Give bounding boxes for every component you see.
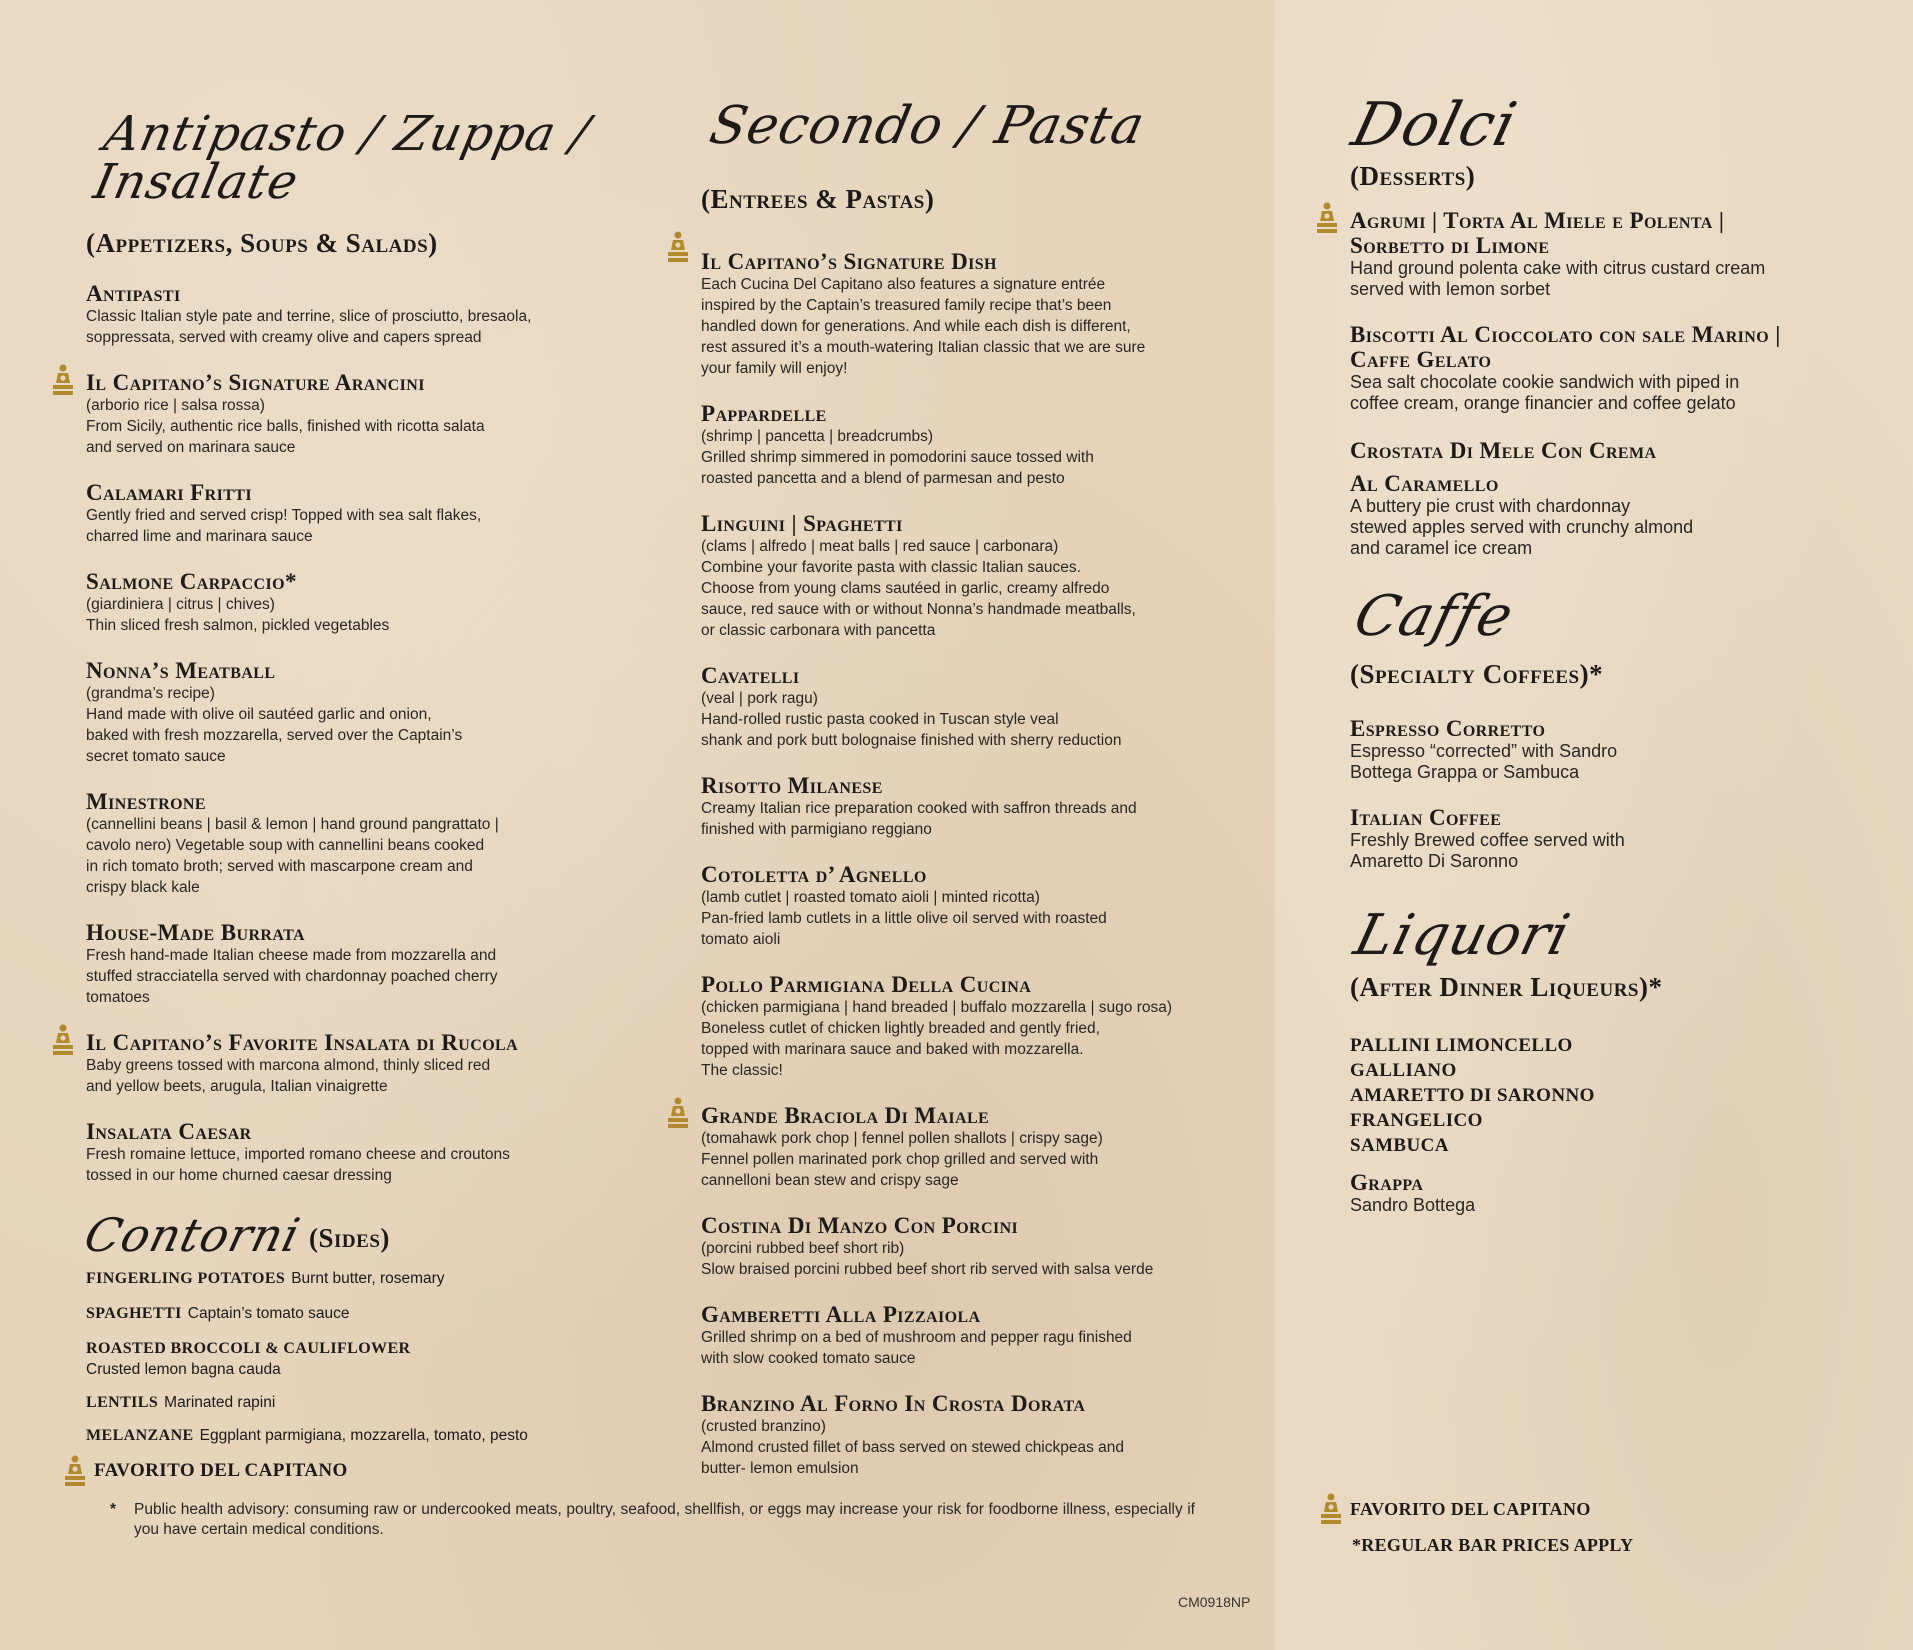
menu-item-pollo: [701, 972, 1241, 1081]
item-description: (shrimp | pancetta | breadcrumbs): [701, 428, 934, 445]
item-title: Cavatelli: [701, 663, 800, 688]
item-title: Espresso Corretto: [1350, 716, 1546, 741]
item-description: Creamy Italian rice preparation cooked with saffron threads and: [701, 800, 1137, 817]
dessert-item-biscotti: [1350, 322, 1850, 414]
item-title: Insalata Caesar: [86, 1119, 252, 1144]
menu-item-antipasti: [86, 281, 616, 348]
item-description: topped with marinara sauce and baked with mozzarella.: [701, 1041, 1084, 1058]
item-description: with slow cooked tomato sauce: [701, 1350, 916, 1367]
item-description: (veal | pork ragu): [701, 690, 818, 707]
item-title: Grappa: [1350, 1170, 1424, 1195]
item-description: rest assured it’s a mouth-watering Italian classic that we are sure: [701, 339, 1146, 356]
menu-item-rucola: [86, 1030, 616, 1097]
side-item: [86, 1392, 616, 1413]
item-description: or classic carbonara with pancetta: [701, 622, 936, 639]
favorite-legend-label: FAVORITO DEL CAPITANO: [1350, 1498, 1591, 1519]
item-description: Hand ground polenta cake with citrus custard cream: [1350, 258, 1766, 278]
item-description: Espresso “corrected” with Sandro: [1350, 741, 1618, 761]
item-description: Gently fried and served crisp! Topped with sea salt flakes,: [86, 507, 482, 524]
menu-item-cavatelli: [701, 663, 1241, 751]
liqueur-item: PALLINI LIMONCELLO: [1350, 1035, 1573, 1056]
liqueur-item-grappa: [1350, 1170, 1850, 1216]
liqueur-item: GALLIANO: [1350, 1060, 1457, 1081]
item-description: Combine your favorite pasta with classic Italian sauces.: [701, 559, 1081, 576]
side-item: [86, 1425, 616, 1446]
item-title: Pollo Parmigiana Della Cucina: [701, 972, 1032, 997]
item-title: Crostata Di Mele Con Crema: [1350, 438, 1657, 463]
item-description: (crusted branzino): [701, 1418, 826, 1435]
item-title: Risotto Milanese: [701, 773, 883, 798]
coffee-item-espresso: [1350, 716, 1850, 783]
side-name: MELANZANE: [86, 1427, 194, 1444]
side-description: Captain’s tomato sauce: [187, 1305, 350, 1322]
item-description: The classic!: [701, 1062, 783, 1079]
item-description: Each Cucina Del Capitano also features a signature entrée: [701, 276, 1106, 293]
advisory-text: Public health advisory: consuming raw or undercooked meats, poultry, seafood, shellfish, or eggs may increase your risk for foodborne illness, especially if you have certain medical conditions.: [134, 1501, 1195, 1538]
item-description: Fennel pollen marinated pork chop grilled and served with: [701, 1151, 1099, 1168]
item-description: (chicken parmigiana | hand breaded | buffalo mozzarella | sugo rosa): [701, 999, 1173, 1016]
item-description: your family will enjoy!: [701, 360, 848, 377]
crown-favorite-icon: [52, 364, 74, 396]
item-title: Pappardelle: [701, 401, 827, 426]
caffe-script-title: Caffe: [1348, 584, 1521, 649]
side-description: Eggplant parmigiana, mozzarella, tomato, pesto: [199, 1427, 528, 1444]
item-description: Grilled shrimp on a bed of mushroom and pepper ragu finished: [701, 1329, 1132, 1346]
item-description: stewed apples served with crunchy almond: [1350, 517, 1694, 537]
sides-heading: [79, 1208, 616, 1262]
item-title: Antipasti: [86, 281, 181, 306]
menu-item-meatball: [86, 658, 616, 767]
item-description: Grilled shrimp simmered in pomodorini sauce tossed with: [701, 449, 1094, 466]
menu-item-burrata: [86, 920, 616, 1008]
menu-item-linguini: [701, 511, 1241, 641]
item-description: charred lime and marinara sauce: [86, 528, 313, 545]
side-description: Marinated rapini: [164, 1394, 276, 1411]
menu-item-signature-dish: [701, 249, 1241, 379]
item-title: Grande Braciola Di Maiale: [701, 1103, 990, 1128]
desserts-subheading: (Desserts): [1350, 161, 1476, 191]
appetizers-subheading: (Appetizers, Soups & Salads): [86, 228, 438, 258]
item-title-continued: Caffe Gelato: [1350, 347, 1492, 372]
item-description: (tomahawk pork chop | fennel pollen shallots | crispy sage): [701, 1130, 1103, 1147]
item-description: Hand made with olive oil sautéed garlic and onion,: [86, 706, 432, 723]
item-description: Pan-fried lamb cutlets in a little olive oil served with roasted: [701, 910, 1107, 927]
health-advisory: [110, 1500, 1195, 1540]
item-description: Sea salt chocolate cookie sandwich with piped in: [1350, 372, 1740, 392]
liqueur-list: [1350, 1033, 1850, 1158]
menu-item-costina: [701, 1213, 1241, 1280]
item-description: and caramel ice cream: [1350, 538, 1533, 558]
item-description: crispy black kale: [86, 879, 200, 896]
liqueur-item: AMARETTO DI SARONNO: [1350, 1085, 1595, 1106]
advisory-asterisk: *: [110, 1501, 117, 1518]
item-title: House-Made Burrata: [86, 920, 305, 945]
favorite-legend: [64, 1455, 348, 1487]
item-title: Branzino Al Forno In Crosta Dorata: [701, 1391, 1086, 1416]
favorite-legend-right: [1320, 1493, 1633, 1556]
menu-item-arancini: [86, 370, 616, 458]
side-description: Crusted lemon bagna cauda: [86, 1361, 281, 1378]
item-description: coffee cream, orange financier and coffee gelato: [1350, 393, 1736, 413]
item-title: Gamberetti Alla Pizzaiola: [701, 1302, 981, 1327]
item-title: Il Capitano’s Signature Arancini: [86, 370, 425, 395]
item-description: soppressata, served with creamy olive and capers spread: [86, 329, 482, 346]
item-description: tomatoes: [86, 989, 150, 1006]
item-title: Cotoletta d’ Agnello: [701, 862, 927, 887]
item-description: Freshly Brewed coffee served with: [1350, 830, 1625, 850]
item-description: cavolo nero) Vegetable soup with cannellini beans cooked: [86, 837, 485, 854]
item-description: (cannellini beans | basil & lemon | hand ground pangrattato |: [86, 816, 499, 833]
item-description: butter- lemon emulsion: [701, 1460, 859, 1477]
crown-favorite-icon: [1320, 1493, 1342, 1525]
item-description: Fresh hand-made Italian cheese made from mozzarella and: [86, 947, 497, 964]
liquori-script-title: Liquori: [1348, 903, 1577, 968]
crown-favorite-icon: [64, 1455, 86, 1487]
item-description: Almond crusted fillet of bass served on stewed chickpeas and: [701, 1439, 1125, 1456]
side-item: [86, 1338, 616, 1380]
item-description: Slow braised porcini rubbed beef short rib served with salsa verde: [701, 1261, 1154, 1278]
item-title: Biscotti Al Cioccolato con sale Marino |: [1350, 322, 1781, 347]
menu-code: CM0918NP: [1178, 1594, 1251, 1610]
item-description: stuffed stracciatella served with chardonnay poached cherry: [86, 968, 498, 985]
item-description: tossed in our home churned caesar dressing: [86, 1167, 392, 1184]
item-description: finished with parmigiano reggiano: [701, 821, 932, 838]
contorni-script-title: Contorni: [79, 1208, 306, 1262]
item-description: A buttery pie crust with chardonnay: [1350, 496, 1631, 516]
bar-prices-note: *REGULAR BAR PRICES APPLY: [1352, 1535, 1634, 1555]
crown-favorite-icon: [1316, 202, 1338, 234]
menu-item-branzino: [701, 1391, 1241, 1479]
menu-item-caesar: [86, 1119, 616, 1186]
item-description: Hand-rolled rustic pasta cooked in Tuscan style veal: [701, 711, 1059, 728]
item-description: inspired by the Captain’s treasured family recipe that’s been: [701, 297, 1112, 314]
item-description: Fresh romaine lettuce, imported romano cheese and croutons: [86, 1146, 510, 1163]
favorite-legend-label: FAVORITO DEL CAPITANO: [94, 1460, 348, 1481]
item-title: Calamari Fritti: [86, 480, 252, 505]
item-description: From Sicily, authentic rice balls, finished with ricotta salata: [86, 418, 485, 435]
item-title: Costina Di Manzo Con Porcini: [701, 1213, 1019, 1238]
item-description: (arborio rice | salsa rossa): [86, 397, 265, 414]
side-item: [86, 1303, 616, 1324]
item-description: Sandro Bottega: [1350, 1195, 1476, 1215]
item-description: shank and pork butt bolognaise finished with sherry reduction: [701, 732, 1122, 749]
item-title-continued: Al Caramello: [1350, 471, 1499, 496]
item-description: Baby greens tossed with marcona almond, thinly sliced red: [86, 1057, 491, 1074]
crown-favorite-icon: [667, 1097, 689, 1129]
item-description: and yellow beets, arugula, Italian vinaigrette: [86, 1078, 388, 1095]
item-description: Thin sliced fresh salmon, pickled vegetables: [86, 617, 390, 634]
item-description: secret tomato sauce: [86, 748, 226, 765]
menu-item-risotto: [701, 773, 1241, 840]
item-description: served with lemon sorbet: [1350, 279, 1551, 299]
item-description: sauce, red sauce with or without Nonna’s handmade meatballs,: [701, 601, 1136, 618]
menu-item-minestrone: [86, 789, 616, 898]
item-title: Il Capitano’s Signature Dish: [701, 249, 997, 274]
antipasto-script-title: Antipasto / Zuppa / Insalate: [88, 106, 595, 210]
desserts-column: [1345, 90, 1850, 1216]
menu-item-salmone: [86, 569, 616, 636]
entrees-subheading: (Entrees & Pastas): [701, 184, 935, 214]
item-description: cannelloni bean stew and crispy sage: [701, 1172, 959, 1189]
item-description: (clams | alfredo | meat balls | red sauce | carbonara): [701, 538, 1059, 555]
dessert-item-crostata: [1350, 438, 1850, 559]
side-name: LENTILS: [86, 1394, 159, 1411]
item-description: Amaretto Di Saronno: [1350, 851, 1519, 871]
item-description: in rich tomato broth; served with mascarpone cream and: [86, 858, 473, 875]
item-title: Agrumi | Torta Al Miele e Polenta |: [1350, 208, 1725, 233]
dessert-item-agrumi: [1350, 208, 1850, 300]
item-description: (lamb cutlet | roasted tomato aioli | minted ricotta): [701, 889, 1040, 906]
item-title: Linguini | Spaghetti: [701, 511, 903, 536]
crown-favorite-icon: [52, 1024, 74, 1056]
coffees-subheading: (Specialty Coffees)*: [1350, 659, 1604, 689]
item-title: Il Capitano’s Favorite Insalata di Rucola: [86, 1030, 519, 1055]
appetizers-column: [79, 106, 616, 1446]
item-title: Minestrone: [86, 789, 206, 814]
coffee-item-italian: [1350, 805, 1850, 872]
side-item: [86, 1268, 616, 1289]
item-description: handled down for generations. And while each dish is different,: [701, 318, 1131, 335]
crown-favorite-icon: [667, 231, 689, 263]
sides-subheading: (Sides): [309, 1223, 390, 1253]
liqueur-item: FRANGELICO: [1350, 1110, 1483, 1131]
menu-item-calamari: [86, 480, 616, 547]
menu-item-gamberetti: [701, 1302, 1241, 1369]
menu-item-cotoletta: [701, 862, 1241, 950]
item-description: baked with fresh mozzarella, served over the Captain’s: [86, 727, 463, 744]
dolci-script-title: Dolci: [1345, 90, 1524, 160]
item-description: tomato aioli: [701, 931, 781, 948]
item-description: and served on marinara sauce: [86, 439, 296, 456]
side-name: SPAGHETTI: [86, 1305, 182, 1322]
menu-item-pappardelle: [701, 401, 1241, 489]
item-title: Italian Coffee: [1350, 805, 1502, 830]
side-name: ROASTED BROCCOLI & CAULIFLOWER: [86, 1340, 411, 1357]
item-description: Bottega Grappa or Sambuca: [1350, 762, 1580, 782]
item-description: Boneless cutlet of chicken lightly breaded and gently fried,: [701, 1020, 1100, 1037]
item-description: roasted pancetta and a blend of parmesan and pesto: [701, 470, 1065, 487]
item-title: Salmone Carpaccio*: [86, 569, 297, 594]
item-description: Choose from young clams sautéed in garlic, creamy alfredo: [701, 580, 1110, 597]
liqueur-item: SAMBUCA: [1350, 1135, 1449, 1156]
side-name: FINGERLING POTATOES: [86, 1270, 286, 1287]
liqueurs-subheading: (After Dinner Liqueurs)*: [1350, 972, 1663, 1002]
item-description: Classic Italian style pate and terrine, slice of prosciutto, bresaola,: [86, 308, 532, 325]
item-description: (giardiniera | citrus | chives): [86, 596, 275, 613]
side-description: Burnt butter, rosemary: [291, 1270, 445, 1287]
item-description: (grandma’s recipe): [86, 685, 215, 702]
secondo-script-title: Secondo / Pasta: [704, 96, 1151, 156]
menu-item-braciola: [701, 1103, 1241, 1191]
entrees-column: [701, 96, 1241, 1479]
item-description: (porcini rubbed beef short rib): [701, 1240, 905, 1257]
item-title: Nonna’s Meatball: [86, 658, 276, 683]
item-title-continued: Sorbetto di Limone: [1350, 233, 1550, 258]
